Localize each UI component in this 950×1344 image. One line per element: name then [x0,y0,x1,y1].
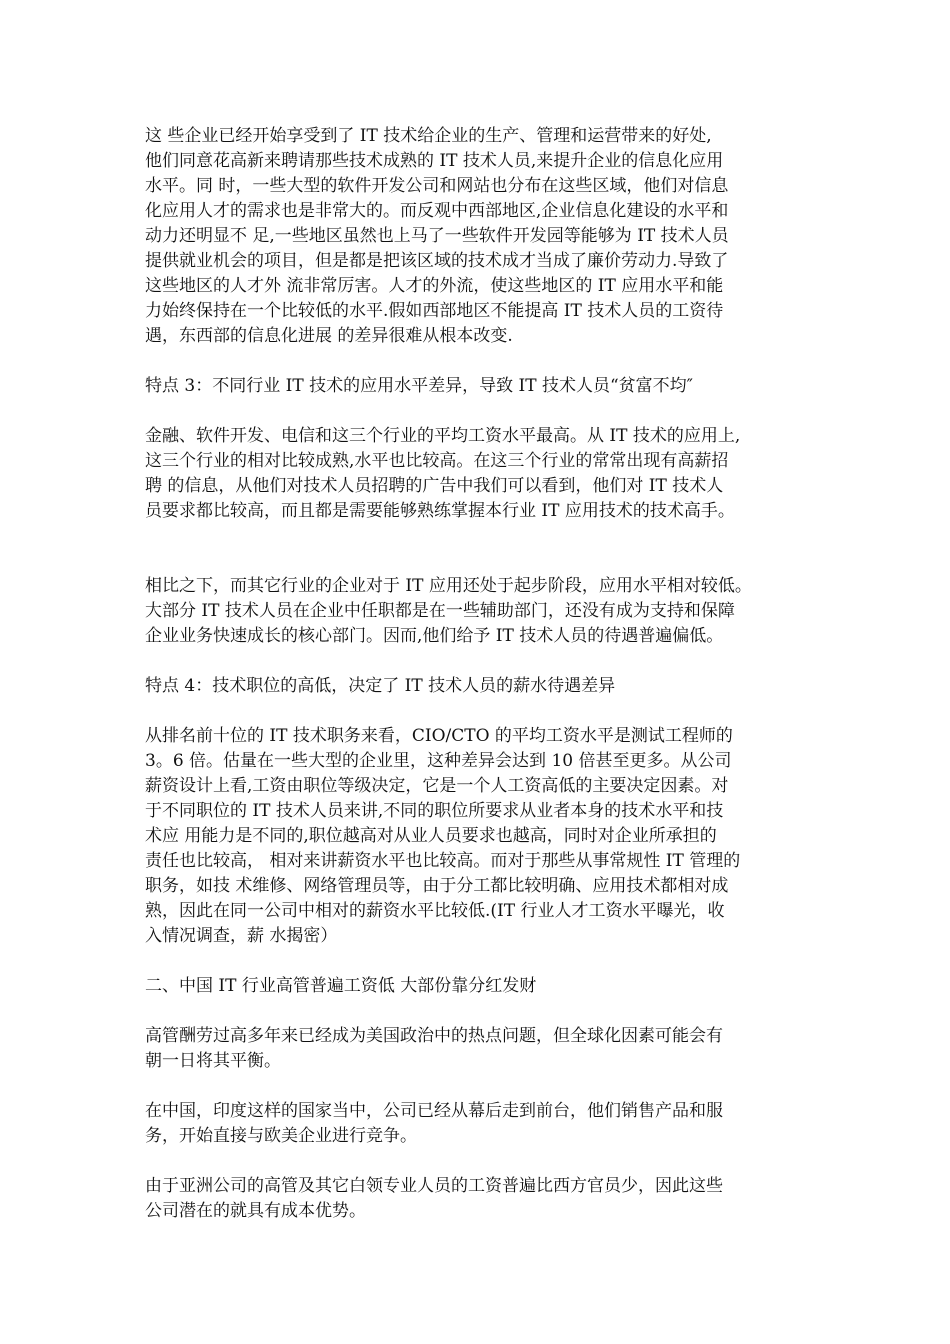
paragraph [145,1024,825,1074]
text-line: 员要求都比较高，而且都是需要能够熟练掌握本行业 IT 应用技术的技术高手。 [145,501,735,521]
text-line: 薪资设计上看,工资由职位等级决定，它是一个人工资高低的主要决定因素。对 [145,776,729,796]
document-body [145,124,825,1249]
text-line: 务，开始直接与欧美企业进行竞争。 [145,1126,417,1146]
text-line: 在中国，印度这样的国家当中，公司已经从幕后走到前台，他们销售产品和服 [145,1101,723,1121]
text-line: 公司潜在的就具有成本优势。 [145,1201,366,1221]
text-line: 他们同意花高新来聘请那些技术成熟的 IT 技术人员,来提升企业的信息化应用 [145,151,724,171]
paragraph [145,424,825,524]
text-line: 3。6 倍。估量在一些大型的企业里，这种差异会达到 10 倍甚至更多。从公司 [145,751,732,771]
text-line: 金融、软件开发、电信和这三个行业的平均工资水平最高。从 IT 技术的应用上, [145,426,741,446]
text-line: 由于亚洲公司的高管及其它白领专业人员的工资普遍比西方官员少，因此这些 [145,1176,723,1196]
text-line: 力始终保持在一个比较低的水平.假如西部地区不能提高 IT 技术人员的工资待 [145,301,724,321]
text-line: 二、中国 IT 行业高管普遍工资低 大部份靠分红发财 [145,976,537,996]
text-line: 企业业务快速成长的核心部门。因而,他们给予 IT 技术人员的待遇普遍偏低。 [145,626,724,646]
paragraph [145,974,825,999]
text-line: 于不同职位的 IT 技术人员来讲,不同的职位所要求从业者本身的技术水平和技 [145,801,724,821]
text-line: 入情况调查，薪 水揭密） [145,926,338,946]
text-line: 熟，因此在同一公司中相对的薪资水平比较低.(IT 行业人才工资水平曝光，收 [145,901,725,921]
text-line: 朝一日将其平衡。 [145,1051,281,1071]
text-line: 聘 的信息，从他们对技术人员招聘的广告中我们可以看到，他们对 IT 技术人 [145,476,724,496]
text-line: 遇，东西部的信息化进展 的差异很难从根本改变. [145,326,513,346]
paragraph [145,1174,825,1224]
text-line: 动力还明显不 足,一些地区虽然也上马了一些软件开发园等能够为 IT 技术人员 [145,226,729,246]
paragraph [145,674,825,699]
text-line: 大部分 IT 技术人员在企业中任职都是在一些辅助部门，还没有成为支持和保障 [145,601,735,621]
paragraph [145,1099,825,1149]
paragraph [145,374,825,399]
text-line: 职务，如技 术维修、网络管理员等，由于分工都比较明确、应用技术都相对成 [145,876,729,896]
text-line: 相比之下，而其它行业的企业对于 IT 应用还处于起步阶段，应用水平相对较低。 [145,576,752,596]
paragraph [145,574,825,649]
text-line: 高管酬劳过高多年来已经成为美国政治中的热点问题，但全球化因素可能会有 [145,1026,723,1046]
paragraph [145,124,825,349]
text-line: 从排名前十位的 IT 技术职务来看，CIO/CTO 的平均工资水平是测试工程师的 [145,726,733,746]
text-line: 术应 用能力是不同的,职位越高对从业人员要求也越高，同时对企业所承担的 [145,826,717,846]
paragraph [145,724,825,949]
text-line: 化应用人才的需求也是非常大的。而反观中西部地区,企业信息化建设的水平和 [145,201,729,221]
text-line: 水平。同 时，一些大型的软件开发公司和网站也分布在这些区域，他们对信息 [145,176,729,196]
text-line: 提供就业机会的项目，但是都是把该区域的技术成才当成了廉价劳动力.导致了 [145,251,729,271]
text-line: 特点 3：不同行业 IT 技术的应用水平差异，导致 IT 技术人员“贫富不均″ [145,376,693,396]
text-line: 这 些企业已经开始享受到了 IT 技术给企业的生产、管理和运营带来的好处, [145,126,712,146]
text-line: 这些地区的人才外 流非常厉害。人才的外流，使这些地区的 IT 应用水平和能 [145,276,724,296]
text-line: 这三个行业的相对比较成熟,水平也比较高。在这三个行业的常常出现有高薪招 [145,451,729,471]
text-line: 责任也比较高， 相对来讲薪资水平也比较高。而对于那些从事常规性 IT 管理的 [145,851,741,871]
text-line: 特点 4：技术职位的高低，决定了 IT 技术人员的薪水待遇差异 [145,676,616,696]
